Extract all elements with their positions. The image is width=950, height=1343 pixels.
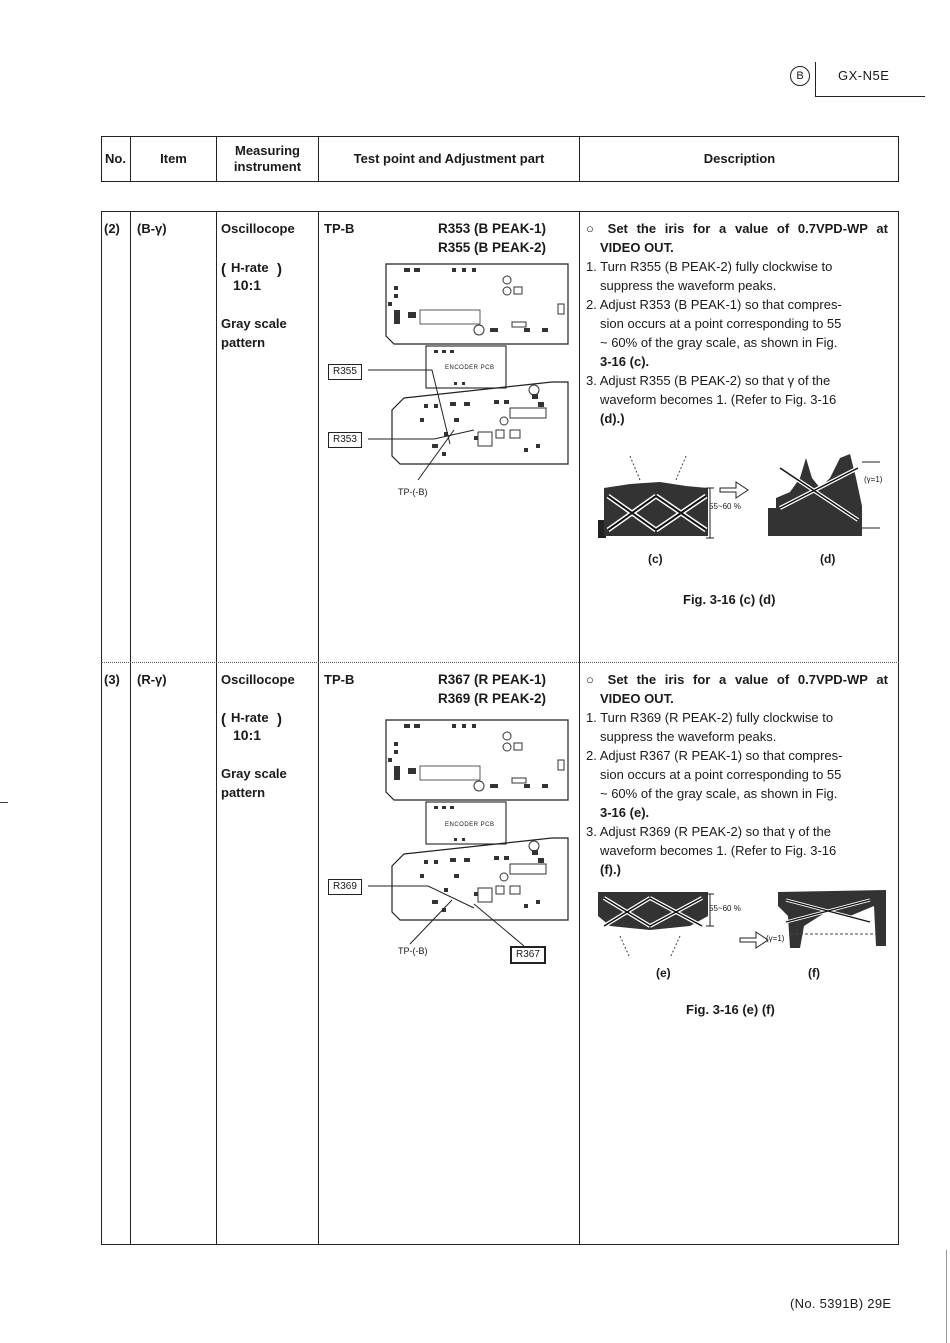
desc-line: waveform becomes 1. (Refer to Fig. 3-16 xyxy=(600,843,837,858)
row-number: (3) xyxy=(104,672,120,687)
adjust-part-1: R353 (B PEAK-1) xyxy=(438,221,547,236)
header-instrument-line1: Measuring xyxy=(234,143,300,158)
desc-line: suppress the waveform peaks. xyxy=(600,278,777,293)
figure-caption: Fig. 3-16 (c) (d) xyxy=(683,592,776,607)
circle-mark: B xyxy=(790,66,810,86)
adjust-part-1: R367 (R PEAK-1) xyxy=(438,672,547,687)
tp-label: TP-(-B) xyxy=(398,946,428,956)
adjust-part-2: R369 (R PEAK-2) xyxy=(438,691,547,706)
h-rate-open: ( xyxy=(221,711,226,728)
page-header xyxy=(790,62,930,98)
desc-line: 3-16 (c). xyxy=(600,354,650,369)
wave-label-right: (f) xyxy=(808,966,820,980)
resistor-label-a: R369 xyxy=(328,879,362,895)
desc-line: (d).) xyxy=(600,411,625,426)
pattern-line1: Gray scale xyxy=(221,766,287,781)
desc-line: sion occurs at a point corresponding to 55 xyxy=(600,767,842,782)
header-item: Item xyxy=(160,151,187,166)
encoder-pcb-label: ENCODER PCB xyxy=(445,822,495,828)
description-text xyxy=(586,670,894,890)
adjust-part-2: R355 (B PEAK-2) xyxy=(438,240,547,255)
desc-line: VIDEO OUT. xyxy=(600,691,674,706)
desc-line: 3-16 (e). xyxy=(600,805,650,820)
h-rate-value: 10:1 xyxy=(233,277,262,293)
description-text xyxy=(586,219,894,439)
desc-line: ○ Set the iris for a value of 0.7VPD-WP at xyxy=(586,221,888,236)
test-point: TP-B xyxy=(324,672,355,687)
pcb-diagram xyxy=(324,714,574,964)
page-number: (No. 5391B) 29E xyxy=(790,1296,892,1311)
wave-percent-label: 55~60 % xyxy=(709,502,741,511)
header-description: Description xyxy=(703,151,776,166)
header-instrument-line2: instrument xyxy=(233,159,302,174)
wave-label-right: (d) xyxy=(820,552,836,566)
pattern-line1: Gray scale xyxy=(221,316,287,331)
desc-line: 3. Adjust R369 (R PEAK-2) so that γ of the xyxy=(586,824,831,839)
h-rate-label: H-rate xyxy=(231,260,269,275)
desc-line: suppress the waveform peaks. xyxy=(600,729,777,744)
instrument-name: Oscillocope xyxy=(221,221,295,236)
desc-line: ~ 60% of the gray scale, as shown in Fig. xyxy=(600,786,838,801)
scan-mark xyxy=(0,802,8,803)
wave-gamma-label: (γ=1) xyxy=(766,934,785,943)
waveform-figure xyxy=(590,448,890,548)
desc-line: waveform becomes 1. (Refer to Fig. 3-16 xyxy=(600,392,837,407)
header-rule xyxy=(815,96,925,97)
resistor-label-b: R353 xyxy=(328,432,362,448)
desc-line: sion occurs at a point corresponding to 55 xyxy=(600,316,842,331)
tp-label: TP-(-B) xyxy=(398,487,428,497)
header-instrument xyxy=(217,136,318,182)
desc-line: 1. Turn R369 (R PEAK-2) fully clockwise to xyxy=(586,710,834,725)
body-col-divider xyxy=(579,211,580,1245)
wave-percent-label: 55~60 % xyxy=(709,904,741,913)
resistor-label-a: R355 xyxy=(328,364,362,380)
row-item: (R-γ) xyxy=(137,672,167,687)
h-rate-value: 10:1 xyxy=(233,727,262,743)
desc-line: 3. Adjust R355 (B PEAK-2) so that γ of the xyxy=(586,373,831,388)
wave-label-left: (e) xyxy=(656,966,671,980)
row-separator xyxy=(101,662,899,663)
pattern-line2: pattern xyxy=(221,785,266,800)
desc-line: 1. Turn R355 (B PEAK-2) fully clockwise to xyxy=(586,259,833,274)
h-rate-open: ( xyxy=(221,261,226,278)
desc-line: 2. Adjust R367 (R PEAK-1) so that compres- xyxy=(586,748,843,763)
figure-caption: Fig. 3-16 (e) (f) xyxy=(686,1002,775,1017)
row-number: (2) xyxy=(104,221,120,236)
desc-line: (f).) xyxy=(600,862,621,877)
header-no: No. xyxy=(105,151,126,166)
wave-gamma-label: (γ=1) xyxy=(864,475,883,484)
body-col-divider xyxy=(318,211,319,1245)
desc-line: ○ Set the iris for a value of 0.7VPD-WP at xyxy=(586,672,888,687)
h-rate-label: H-rate xyxy=(231,710,269,725)
row-item: (B-γ) xyxy=(137,221,167,236)
body-col-divider xyxy=(130,211,131,1245)
wave-label-left: (c) xyxy=(648,552,663,566)
header-divider xyxy=(815,62,816,96)
desc-line: ~ 60% of the gray scale, as shown in Fig. xyxy=(600,335,838,350)
instrument-name: Oscillocope xyxy=(221,672,295,687)
resistor-label-b: R367 xyxy=(510,946,546,964)
scan-edge xyxy=(946,1250,947,1343)
h-rate-close: ) xyxy=(277,711,282,728)
body-col-divider xyxy=(216,211,217,1245)
waveform-figure xyxy=(590,886,890,966)
pattern-line2: pattern xyxy=(221,335,266,350)
h-rate-close: ) xyxy=(277,261,282,278)
model-number: GX-N5E xyxy=(838,68,890,83)
desc-line: VIDEO OUT. xyxy=(600,240,674,255)
test-point: TP-B xyxy=(324,221,355,236)
encoder-pcb-label: ENCODER PCB xyxy=(445,365,495,371)
header-test-point: Test point and Adjustment part xyxy=(353,151,545,166)
desc-line: 2. Adjust R353 (B PEAK-1) so that compres- xyxy=(586,297,842,312)
